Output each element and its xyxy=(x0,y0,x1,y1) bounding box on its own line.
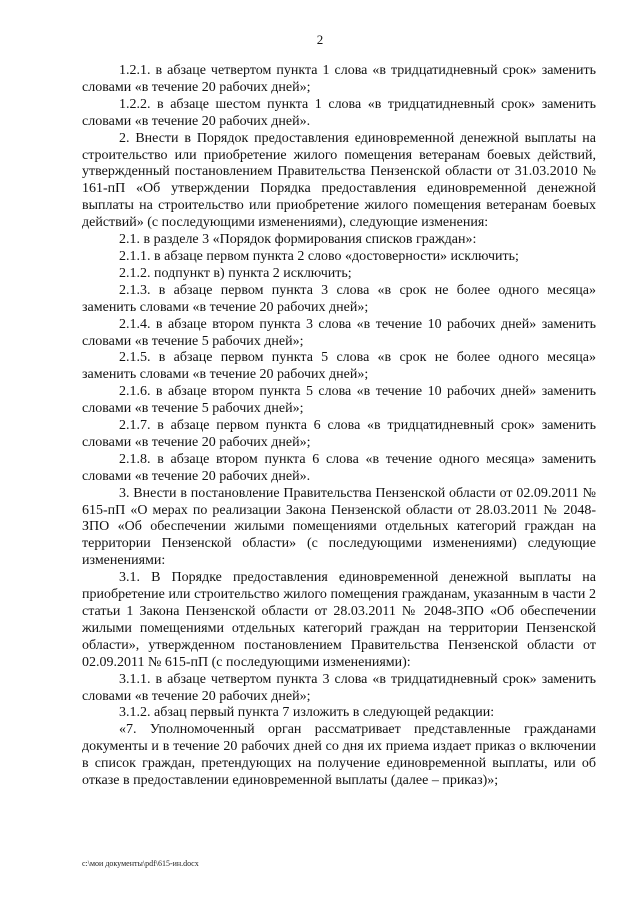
paragraph-2-1-7: 2.1.7. в абзаце первом пункта 6 слова «в тридцатидневный срок» заменить словами «в течение 20 рабочих дней»; xyxy=(82,418,596,450)
paragraph-2-1-5: 2.1.5. в абзаце первом пункта 5 слова «в срок не более одного месяца» заменить словами «в течение 20 рабочих дней»; xyxy=(82,350,596,383)
paragraph-3-1-2: 3.1.2. абзац первый пункта 7 изложить в следующей редакции: xyxy=(119,705,495,721)
paragraph-2-1-4: 2.1.4. в абзаце втором пункта 3 слова «в течение 10 рабочих дней» заменить словами «в течение 5 рабочих дней»; xyxy=(82,316,596,349)
paragraph-3-1: 3.1. В Порядке предоставления единовременной денежной выплаты на приобретение или строительство жилого помещения гражданам, указанным в части 2 статьи 1 Закона Пензенской области от 28.03.2011 № 2048-ЗПО «Об обеспечении жилыми помещениями отдельных категорий граждан на территории Пензенской области», утвержденном постановлением Правительства Пензенской области от 02.09.2011 № 615-пП (с последующими изменениями): xyxy=(82,570,596,670)
paragraph-2-1-6: 2.1.6. в абзаце втором пункта 5 слова «в течение 10 рабочих дней» заменить словами «в течение 5 рабочих дней»; xyxy=(82,384,596,417)
paragraph-quote-7: «7. Уполномоченный орган рассматривает представленные гражданами документы и в течение 20 рабочих дней со дня их приема издает приказ о включении в список граждан, претендующих на получение единовременной выплаты, или об отказе в предоставлении единовременной выплаты (далее – приказ)»; xyxy=(82,722,596,789)
paragraph-2-1-8: 2.1.8. в абзаце втором пункта 6 слова «в течение одного месяца» заменить словами «в течение 20 рабочих дней». xyxy=(82,451,596,484)
paragraph-2-1-2: 2.1.2. подпункт в) пункта 2 исключить; xyxy=(119,265,352,281)
paragraph-2-1: 2.1. в разделе 3 «Порядок формирования списков граждан»: xyxy=(119,232,477,248)
paragraph-3-1-1: 3.1.1. в абзаце четвертом пункта 3 слова «в тридцатидневный срок» заменить словами «в течение 20 рабочих дней»; xyxy=(82,671,596,704)
footer-file-path: c:\мои документы\pdf\615-ин.docx xyxy=(82,859,199,868)
paragraph-2-1-1: 2.1.1. в абзаце первом пункта 2 слово «достоверности» исключить; xyxy=(119,248,519,264)
page-number: 2 xyxy=(316,32,324,47)
paragraph-1-2-1: 1.2.1. в абзаце четвертом пункта 1 слова «в тридцатидневный срок» заменить словами «в течение 20 рабочих дней»; xyxy=(82,63,596,95)
document-body xyxy=(82,63,596,790)
paragraph-2: 2. Внести в Порядок предоставления единовременной денежной выплаты на строительство или приобретение жилого помещения ветеранам боевых действий, утвержденный постановлением Правительства Пензенской области от 31.03.2010 № 161-пП «Об утверждении Порядка предоставления единовременной денежной выплаты на строительство или приобретение жилого помещения ветеранам боевых действий» (с последующими изменениями), следующие изменения: xyxy=(82,130,596,231)
paragraph-1-2-2: 1.2.2. в абзаце шестом пункта 1 слова «в тридцатидневный срок» заменить словами «в течение 20 рабочих дней». xyxy=(82,96,596,129)
paragraph-2-1-3: 2.1.3. в абзаце первом пункта 3 слова «в срок не более одного месяца» заменить словами «в течение 20 рабочих дней»; xyxy=(82,282,596,315)
paragraph-3: 3. Внести в постановление Правительства Пензенской области от 02.09.2011 № 615-пП «О мерах по реализации Закона Пензенской области от 28.03.2011 № 2048-ЗПО «Об обеспечении жилыми помещениями отдельных категорий граждан на территории Пензенской области» (с последующими изменениями) следующие изменениями: xyxy=(82,485,596,569)
